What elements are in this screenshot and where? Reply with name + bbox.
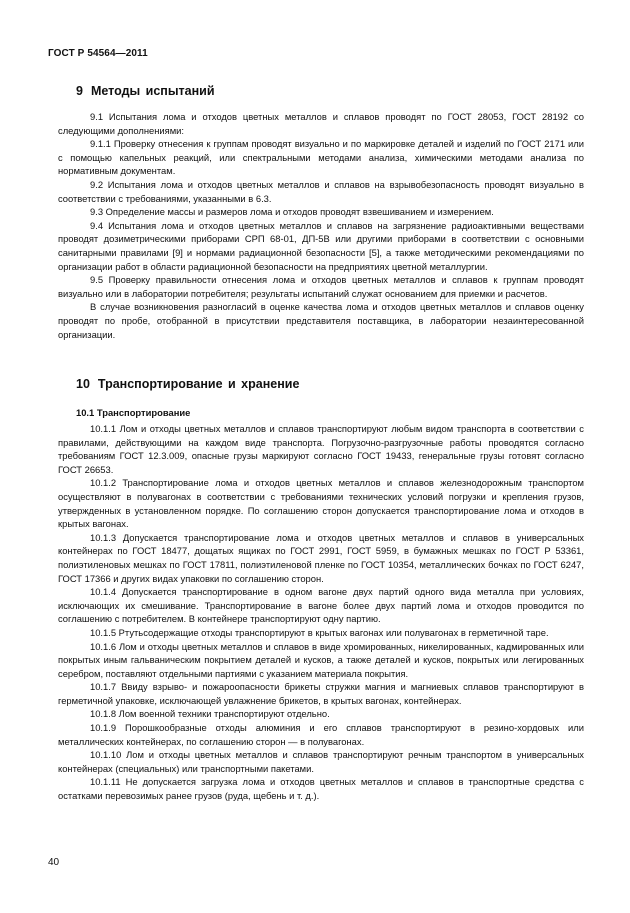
paragraph-10-1-8: 10.1.8 Лом военной техники транспортируют отдельно. xyxy=(90,708,330,720)
paragraph-10-1-3: 10.1.3 Допускается транспортирование лома и отходов цветных металлов и сплавов в универсальных контейнерах по ГОСТ 18477, дощатых ящиках по ГОСТ 2991, ГОСТ 5959, в бумажных мешках по ГОСТ Р 53361, полиэтиленовых мешках по ГОСТ 17811, полиэтиленовой пленке по ГОСТ 10354, металлических бочках по ГОСТ 6247, ГОСТ 17366 и других видах упаковки по соглашению сторон. xyxy=(58,531,584,584)
paragraph-9-4: 9.4 Испытания лома и отходов цветных металлов и сплавов на загрязнение радиоактивными веществами проводят дозиметрическими приборами СРП 68-01, ДП-5В или другими приборами в соответствии с основными санитарными правилами [9] и нормами радиационной безопасности [5], а также методическими рекомендациями по организации работ в области радиационной безопасности на предприятиях цветной металлургии. xyxy=(58,219,584,272)
paragraph-9-2: 9.2 Испытания лома и отходов цветных металлов и сплавов на взрывобезопасность проводят визуально в соответствии с требованиями, указанными в 6.3. xyxy=(58,178,584,204)
section-10-title: Транспортирование и хранение xyxy=(97,377,300,391)
section-10-body xyxy=(58,422,584,803)
paragraph-10-1-10: 10.1.10 Лом и отходы цветных металлов и сплавов транспортируют речным транспортом в универсальных контейнерах (специальных) или транспортными пакетами. xyxy=(58,749,584,774)
paragraph-10-1-7: 10.1.7 Ввиду взрыво- и пожароопасности брикеты стружки магния и магниевых сплавов транспортируют в герметичной упаковке, исключающей увлажнение брикетов, в крытых вагонах, контейнерах. xyxy=(58,681,584,706)
paragraph-10-1-5: 10.1.5 Ртутьсодержащие отходы транспортируют в крытых вагонах или полувагонах в герметичной таре. xyxy=(90,626,549,638)
paragraph-10-1-1: 10.1.1 Лом и отходы цветных металлов и сплавов транспортируют любым видом транспорта в соответствии с правилами, действующими на каждом виде транспорта. Погрузочно-разгрузочные работы проводятся согласно требованиям ГОСТ 12.3.009, опасные грузы маркируют согласно ГОСТ 19433, генеральные грузы готовят согласно ГОСТ 26653. xyxy=(58,423,584,475)
subsection-10-1-heading: 10.1 Транспортирование xyxy=(76,407,191,418)
paragraph-10-1-4: 10.1.4 Допускается транспортирование в одном вагоне двух партий одного вида металла при условиях, исключающих их смешивание. Транспортирование в вагоне более двух партий лома и отходов проводится по соглашению с потребителем. В контейнере транспортируют одну партию. xyxy=(58,586,584,625)
standard-header: ГОСТ Р 54564—2011 xyxy=(48,48,148,59)
section-9-number: 9 xyxy=(76,84,83,98)
section-10-heading xyxy=(76,377,299,391)
paragraph-9-1: 9.1 Испытания лома и отходов цветных металлов и сплавов проводят по ГОСТ 28053, ГОСТ 28192 со следующими дополнениями: xyxy=(58,111,584,136)
section-9-heading xyxy=(76,84,215,98)
paragraph-10-1-6: 10.1.6 Лом и отходы цветных металлов и сплавов в виде хромированных, никелированных, кадмированных или покрытых иным гальваническим покрытием деталей и кусков, а также деталей и кусков, покрытых или легированных серебром, поставляют отдельными партиями с указанием материала покрытия. xyxy=(58,640,584,679)
paragraph-9-3: 9.3 Определение массы и размеров лома и отходов проводят взвешиванием и измерением. xyxy=(90,206,494,218)
paragraph-9-disputes: В случае возникновения разногласий в оценке качества лома и отходов цветных металлов и сплавов оценку проводят по пробе, отобранной в присутствии представителя поставщика, в лаборатории незаинтересованной организации. xyxy=(58,301,584,340)
paragraph-9-5: 9.5 Проверку правильности отнесения лома и отходов цветных металлов и сплавов к группам проводят визуально или в лаборатории потребителя; результаты испытаний служат основанием для приемки и расчетов. xyxy=(58,274,584,299)
section-9-body xyxy=(58,110,584,341)
page-number: 40 xyxy=(48,857,60,868)
paragraph-10-1-9: 10.1.9 Порошкообразные отходы алюминия и его сплавов транспортируют в резино-хордовых или металлических контейнерах, по соглашению сторон — в полувагонах. xyxy=(58,722,584,747)
section-9-title: Методы испытаний xyxy=(90,84,215,98)
paragraph-10-1-2: 10.1.2 Транспортирование лома и отходов цветных металлов и сплавов железнодорожным транспортом осуществляют в полувагонах в соответствии с требованиями технических условий погрузки и крепления грузов, утвержденных в установленном порядке. По соглашению сторон допускается транспортирование лома и отходов в крытых вагонах. xyxy=(58,477,584,530)
section-10-number: 10 xyxy=(76,377,90,391)
paragraph-10-1-11: 10.1.11 Не допускается загрузка лома и отходов цветных металлов и сплавов в транспортные средства с остатками перевозимых ранее грузов (руда, щебень и т. д.). xyxy=(58,776,584,802)
paragraph-9-1-1: 9.1.1 Проверку отнесения к группам проводят визуально и по маркировке деталей и изделий по ГОСТ 2171 или с помощью капельных реакций, или спектральными методами анализа, химическими методами анализа по нормативным документам. xyxy=(58,138,584,177)
